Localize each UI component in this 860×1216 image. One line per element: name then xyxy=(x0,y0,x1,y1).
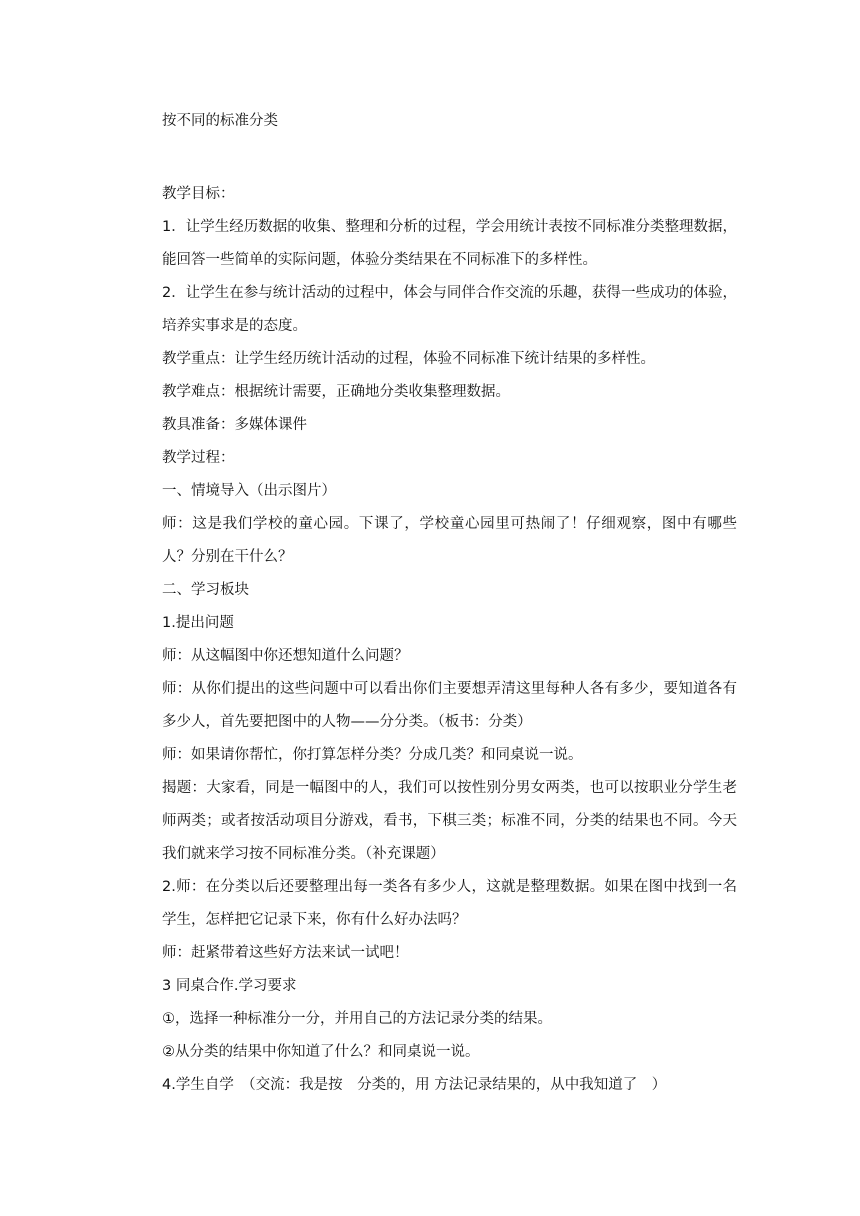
paragraph-self-study: 4.学生自学 （交流：我是按 分类的，用 方法记录结果的，从中我知道了 ） xyxy=(162,1077,667,1093)
paragraph-difficulty: 教学难点：根据统计需要，正确地分类收集整理数据。 xyxy=(162,384,510,400)
paragraph-section-1-heading: 一、情境导入（出示图片） xyxy=(162,483,336,499)
paragraph-pair-work: 3 同桌合作.学习要求 xyxy=(162,978,297,994)
paragraph-goal-1: 1．让学生经历数据的收集、整理和分析的过程，学会用统计表按不同标准分类整理数据，能回答一些简单的实际问题，体验分类结果在不同标准下的多样性。 xyxy=(162,219,737,268)
paragraph-intro-dialogue: 师：这是我们学校的童心园。下课了，学校童心园里可热闹了！仔细观察，图中有哪些人？分别在干什么？ xyxy=(162,516,737,565)
paragraph-materials: 教具准备：多媒体课件 xyxy=(162,417,307,433)
paragraph-reveal-topic: 揭题：大家看，同是一幅图中的人，我们可以按性别分男女两类，也可以按职业分学生老师两类；或者按活动项目分游戏，看书，下棋三类；标准不同，分类的结果也不同。今天我们就来学习按不同标准分类。（补充课题） xyxy=(162,780,737,862)
paragraph-requirement-1: ①，选择一种标准分一分，并用自己的方法记录分类的结果。 xyxy=(162,1011,552,1027)
paragraph-try-it: 师：赶紧带着这些好方法来试一试吧！ xyxy=(162,945,409,961)
paragraph-ask-questions: 1.提出问题 xyxy=(162,615,234,631)
document-title: 按不同的标准分类 xyxy=(162,113,278,129)
paragraph-organize-data: 2.师：在分类以后还要整理出每一类各有多少人，这就是整理数据。如果在图中找到一名学生，怎样把它记录下来，你有什么好办法吗？ xyxy=(162,879,737,928)
paragraph-section-2-heading: 二、学习板块 xyxy=(162,582,249,598)
paragraph-teaching-goals-heading: 教学目标： xyxy=(162,186,235,202)
paragraph-key-point: 教学重点：让学生经历统计活动的过程，体验不同标准下统计结果的多样性。 xyxy=(162,351,655,367)
paragraph-requirement-2: ②从分类的结果中你知道了什么？和同桌说一说。 xyxy=(162,1044,480,1060)
document-body xyxy=(162,178,737,1102)
paragraph-teacher-classify: 师：从你们提出的这些问题中可以看出你们主要想弄清这里每种人各有多少，要知道各有多少人，首先要把图中的人物——分分类。（板书：分类） xyxy=(162,681,737,730)
paragraph-process-heading: 教学过程： xyxy=(162,450,235,466)
paragraph-teacher-question: 师：从这幅图中你还想知道什么问题？ xyxy=(162,648,409,664)
paragraph-goal-2: 2．让学生在参与统计活动的过程中，体会与同伴合作交流的乐趣，获得一些成功的体验，培养实事求是的态度。 xyxy=(162,285,737,334)
paragraph-teacher-help: 师：如果请你帮忙，你打算怎样分类？分成几类？和同桌说一说。 xyxy=(162,747,583,763)
